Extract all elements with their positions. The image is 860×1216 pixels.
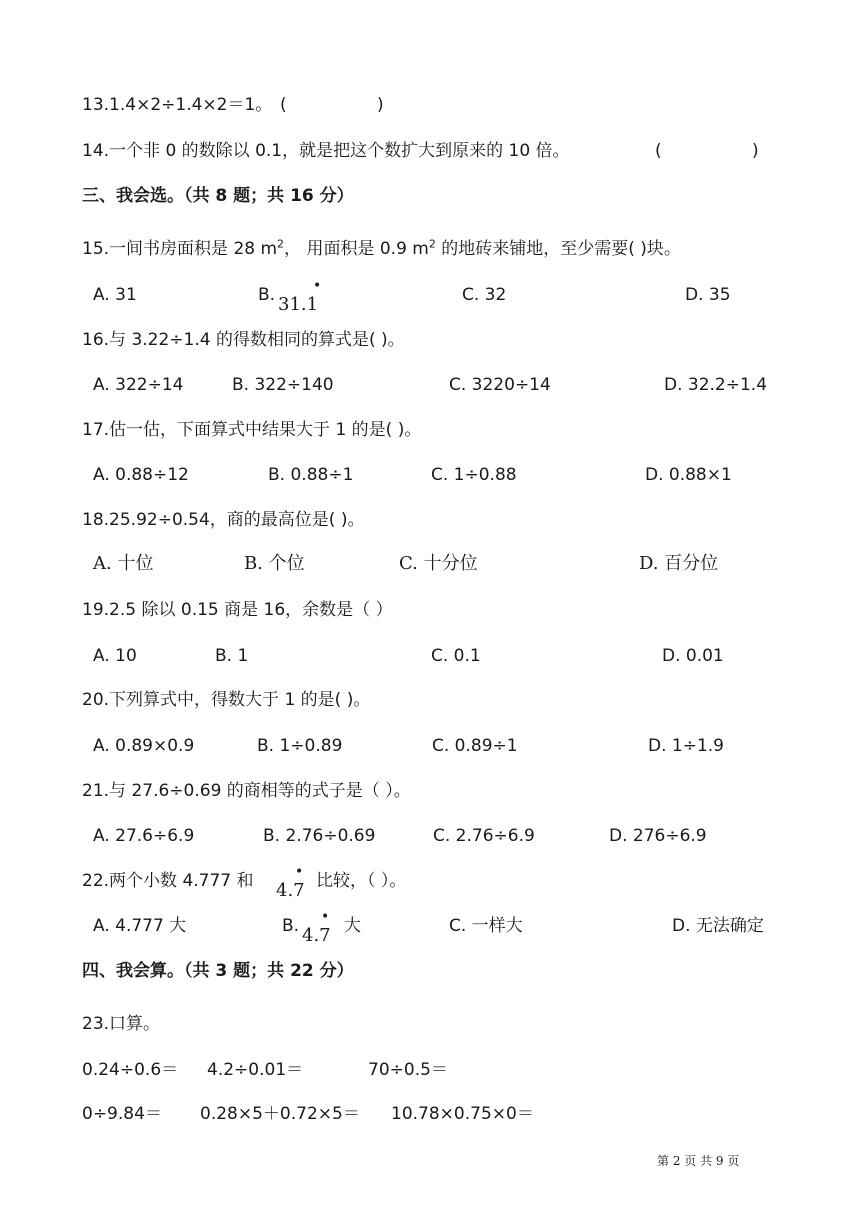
option-b: B. 1 xyxy=(215,646,249,666)
oral-calc-item: 10.78×0.75×0＝ xyxy=(391,1104,534,1124)
question-13 xyxy=(82,94,272,116)
oral-calc-item: 0.24÷0.6＝ xyxy=(82,1060,179,1080)
question-22 xyxy=(82,870,254,892)
option-b: B. 1÷0.89 xyxy=(257,736,343,756)
option-a: A. 0.88÷12 xyxy=(93,465,189,485)
oral-calc-item: 0.28×5＋0.72×5＝ xyxy=(200,1104,360,1124)
repeating-dot-icon: • xyxy=(313,278,322,294)
option-c: C. 一样大 xyxy=(449,916,523,936)
repeating-dot-icon: • xyxy=(321,909,330,925)
page-footer: 第 2 页 共 9 页 xyxy=(657,1154,740,1168)
option-b-label: B. xyxy=(282,916,300,936)
question-22-stem-b: 比较，（ ）。 xyxy=(316,871,407,891)
option-c: C. 0.1 xyxy=(431,646,481,666)
option-c: C. 0.89÷1 xyxy=(432,736,518,756)
option-b: B. 个位 xyxy=(244,553,305,574)
option-a: A. 322÷14 xyxy=(93,375,184,395)
option-d: D. 无法确定 xyxy=(672,916,764,936)
superscript-2: 2 xyxy=(428,237,436,251)
option-b: B. 0.88÷1 xyxy=(268,465,354,485)
option-c: C. 2.76÷6.9 xyxy=(433,826,535,846)
option-b-label: B. xyxy=(258,285,276,305)
option-a: A. 10 xyxy=(93,646,137,666)
option-b-repeating-decimal: • 4.7 xyxy=(302,909,331,946)
answer-paren-open: ( xyxy=(655,141,662,161)
oral-calc-item: 4.2÷0.01＝ xyxy=(207,1060,304,1080)
option-a: A. 4.777 大 xyxy=(93,916,187,936)
option-b: B. 2.76÷0.69 xyxy=(263,826,376,846)
option-c: C. 3220÷14 xyxy=(449,375,551,395)
option-a: A. 十位 xyxy=(93,553,154,574)
option-b-suffix: 大 xyxy=(344,916,361,936)
option-d: D. 276÷6.9 xyxy=(609,826,707,846)
answer-paren-close: ) xyxy=(377,95,384,115)
oral-calc-item: 70÷0.5＝ xyxy=(368,1060,448,1080)
section-3-heading: 三、我会选。（共 8 题；共 16 分） xyxy=(82,186,354,206)
question-19: 19.2.5 除以 0.15 商是 16，余数是（ ） xyxy=(82,600,393,620)
question-13-text: 13.1.4×2÷1.4×2＝1。 xyxy=(82,95,273,115)
option-c: C. 1÷0.88 xyxy=(431,465,517,485)
question-22-repeating-decimal: • 4.7 xyxy=(276,864,305,901)
oral-calc-item: 0÷9.84＝ xyxy=(82,1104,162,1124)
option-d: D. 1÷1.9 xyxy=(648,736,724,756)
question-21: 21.与 27.6÷0.69 的商相等的式子是（ ）。 xyxy=(82,781,411,801)
option-d: D. 0.01 xyxy=(662,646,724,666)
option-d: D. 35 xyxy=(685,285,731,305)
question-20: 20.下列算式中，得数大于 1 的是( )。 xyxy=(82,690,371,710)
option-b: B. 322÷140 xyxy=(232,375,334,395)
question-14 xyxy=(82,140,570,162)
question-15-stem-a: 15.一间书房面积是 28 m xyxy=(82,239,278,259)
section-4-heading: 四、我会算。（共 3 题；共 22 分） xyxy=(82,961,354,981)
option-a: A. 27.6÷6.9 xyxy=(93,826,195,846)
question-15-stem-c: 的地砖来铺地，至少需要( )块。 xyxy=(435,239,681,259)
option-c: C. 十分位 xyxy=(399,553,478,574)
question-16: 16.与 3.22÷1.4 的得数相同的算式是( )。 xyxy=(82,330,405,350)
question-14-text: 14.一个非 0 的数除以 0.1，就是把这个数扩大到原来的 10 倍。 xyxy=(82,141,570,161)
answer-paren-open: ( xyxy=(280,95,287,115)
option-d: D. 百分位 xyxy=(639,553,719,574)
option-a: A. 31 xyxy=(93,285,137,305)
question-17: 17.估一估，下面算式中结果大于 1 的是( )。 xyxy=(82,420,422,440)
repeating-dot-icon: • xyxy=(295,864,304,880)
superscript-2: 2 xyxy=(277,237,285,251)
question-15 xyxy=(82,238,681,260)
question-22-stem-a: 22.两个小数 4.777 和 xyxy=(82,871,254,891)
option-a: A. 0.89×0.9 xyxy=(93,736,195,756)
answer-paren-close: ) xyxy=(752,141,759,161)
option-d: D. 0.88×1 xyxy=(645,465,732,485)
option-c: C. 32 xyxy=(462,285,507,305)
question-15-stem-b: ， 用面积是 0.9 m xyxy=(284,239,429,259)
question-18: 18.25.92÷0.54，商的最高位是( )。 xyxy=(82,510,365,530)
option-b-repeating-decimal: • 31.1 xyxy=(278,278,322,315)
question-23: 23.口算。 xyxy=(82,1014,161,1034)
option-d: D. 32.2÷1.4 xyxy=(664,375,768,395)
